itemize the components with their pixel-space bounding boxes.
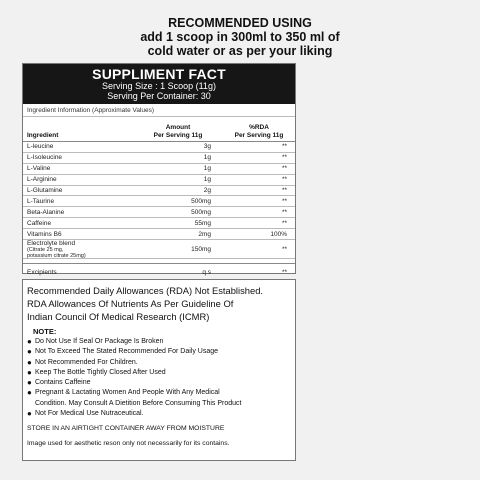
bullet-icon: ●	[27, 378, 32, 388]
usage-header-line2: add 1 scoop in 300ml to 350 ml of	[140, 30, 340, 44]
electrolyte-sub2: potassium citrate 25mg)	[27, 252, 86, 259]
note-bullet-text: Keep The Bottle Tightly Closed After Used	[35, 368, 166, 376]
excipients-amount: q.s	[202, 268, 211, 276]
note-bullet-text: Not For Medical Use Nutraceutical.	[35, 410, 144, 418]
supplement-facts-panel	[22, 63, 296, 274]
col-ingredient: Ingredient	[27, 132, 59, 139]
note-bullet	[27, 368, 291, 378]
electrolyte-amount: 150mg	[191, 245, 211, 253]
ingredient-name: L-Arginine	[27, 176, 57, 184]
note-bullet-text: Not Recommended For Children.	[35, 358, 138, 366]
ingredient-amount: 1g	[203, 165, 211, 173]
electrolyte-name: Electrolyte blend	[27, 239, 76, 247]
ingredient-name: L-leucine	[27, 143, 54, 151]
note-bullet	[27, 388, 291, 398]
table-row	[23, 142, 295, 153]
table-spacer	[23, 259, 295, 264]
ingredient-rda: **	[281, 154, 287, 162]
usage-header	[0, 16, 480, 58]
note-heading: NOTE:	[33, 327, 57, 336]
note-bullet	[27, 358, 291, 368]
note-bullet	[27, 409, 291, 419]
note-bullet-text: Not To Exceed The Stated Recommended For Daily Usage	[35, 348, 219, 356]
serving-size: Serving Size : 1 Scoop (11g)	[102, 81, 216, 91]
col-rda	[223, 124, 295, 139]
ingredient-name: Caffeine	[27, 219, 52, 227]
ingredient-rows	[23, 142, 295, 240]
ingredient-name: L-Isoleucine	[27, 154, 63, 162]
table-header	[23, 117, 295, 142]
ingredient-name: L-Glutamine	[27, 187, 63, 194]
ingredient-rda: **	[281, 176, 287, 184]
ingredient-rda: **	[281, 165, 287, 173]
excipients-rda: **	[281, 268, 287, 276]
rda-line3: Indian Council Of Medical Research (ICMR)	[27, 311, 210, 322]
table-row	[23, 153, 295, 164]
table-row-excipients	[23, 265, 295, 279]
usage-header-line3: cold water or as per your liking	[147, 44, 333, 58]
usage-header-line1: RECOMMENDED USING	[168, 16, 312, 30]
ingredient-name: Vitamins B6	[27, 230, 62, 238]
note-bullet-text: Do Not Use If Seal Or Package Is Broken	[35, 338, 164, 345]
note-bullet	[27, 337, 291, 347]
note-bullet	[27, 347, 291, 357]
rda-line2: RDA Allowances Of Nutrients As Per Guideline Of	[27, 298, 234, 309]
ingredient-name: L-Taurine	[27, 197, 55, 205]
bullet-icon: ●	[27, 409, 32, 419]
storage-instruction: STORE IN AN AIRTIGHT CONTAINER AWAY FROM MOISTURE	[27, 425, 225, 433]
bullet-icon: ●	[27, 337, 32, 346]
note-bullet	[27, 378, 291, 388]
table-row	[23, 207, 295, 218]
col-amount	[133, 124, 223, 139]
col-rda-line2: Per Serving 11g	[234, 131, 284, 139]
table-row	[23, 164, 295, 175]
col-amount-line1: Amount	[165, 124, 191, 131]
table-row	[23, 229, 295, 240]
ingredient-amount: 55mg	[194, 219, 211, 227]
bullet-spacer	[27, 399, 35, 409]
note-bullet-continuation	[27, 399, 291, 409]
ingredient-amount: 500mg	[191, 208, 211, 216]
image-disclaimer: Image used for aesthetic reson only not necessarily for its contains.	[27, 440, 230, 448]
table-row	[23, 218, 295, 229]
bullet-icon: ●	[27, 388, 32, 398]
ingredient-amount: 2g	[203, 187, 211, 194]
bullet-icon: ●	[27, 347, 32, 357]
ingredient-info-caption: Ingredient Information (Approximate Values)	[23, 104, 295, 117]
col-rda-line1: %RDA	[249, 124, 269, 131]
col-amount-line2: Per Serving 11g	[153, 131, 203, 139]
rda-line1: Recommended Daily Allowances (RDA) Not Established.	[27, 285, 264, 296]
ingredient-name: L-Valine	[27, 165, 51, 173]
ingredient-amount: 1g	[203, 154, 211, 162]
facts-title: SUPPLIMENT FACT	[92, 66, 226, 82]
table-row	[23, 175, 295, 186]
ingredient-rda: **	[281, 219, 287, 227]
ingredient-amount: 1g	[203, 176, 211, 184]
ingredient-rda: **	[281, 143, 287, 151]
ingredient-name: Beta-Alanine	[27, 208, 65, 216]
ingredient-amount: 3g	[203, 143, 211, 151]
note-bullet-text: Contains Caffeine	[35, 379, 91, 387]
note-bullet-text: Condition. May Consult A Dietition Before Consuming This Product	[35, 399, 242, 407]
table-row	[23, 186, 295, 197]
facts-header	[23, 64, 295, 104]
ingredient-rda: **	[281, 197, 287, 205]
servings-per-container: Serving Per Container: 30	[107, 90, 211, 101]
ingredient-rda: **	[281, 208, 287, 216]
note-bullet-text: Pregnant & Lactating Women And People With Any Medical	[35, 389, 220, 397]
table-row	[23, 196, 295, 207]
table-row-electrolyte	[23, 240, 295, 259]
note-bullets	[27, 337, 291, 419]
electrolyte-rda: **	[281, 245, 287, 253]
electrolyte-name-cell	[23, 240, 133, 259]
bullet-icon: ●	[27, 357, 32, 367]
ingredient-amount: 500mg	[191, 197, 211, 205]
bullet-icon: ●	[27, 367, 32, 377]
excipients-name: Excipients	[27, 268, 57, 276]
electrolyte-sub1: (Citrate 25 mg,	[27, 246, 64, 253]
notes-panel	[22, 279, 296, 461]
ingredient-rda: **	[281, 187, 287, 194]
ingredient-amount: 2mg	[198, 230, 211, 238]
ingredient-rda: 100%	[270, 230, 287, 238]
